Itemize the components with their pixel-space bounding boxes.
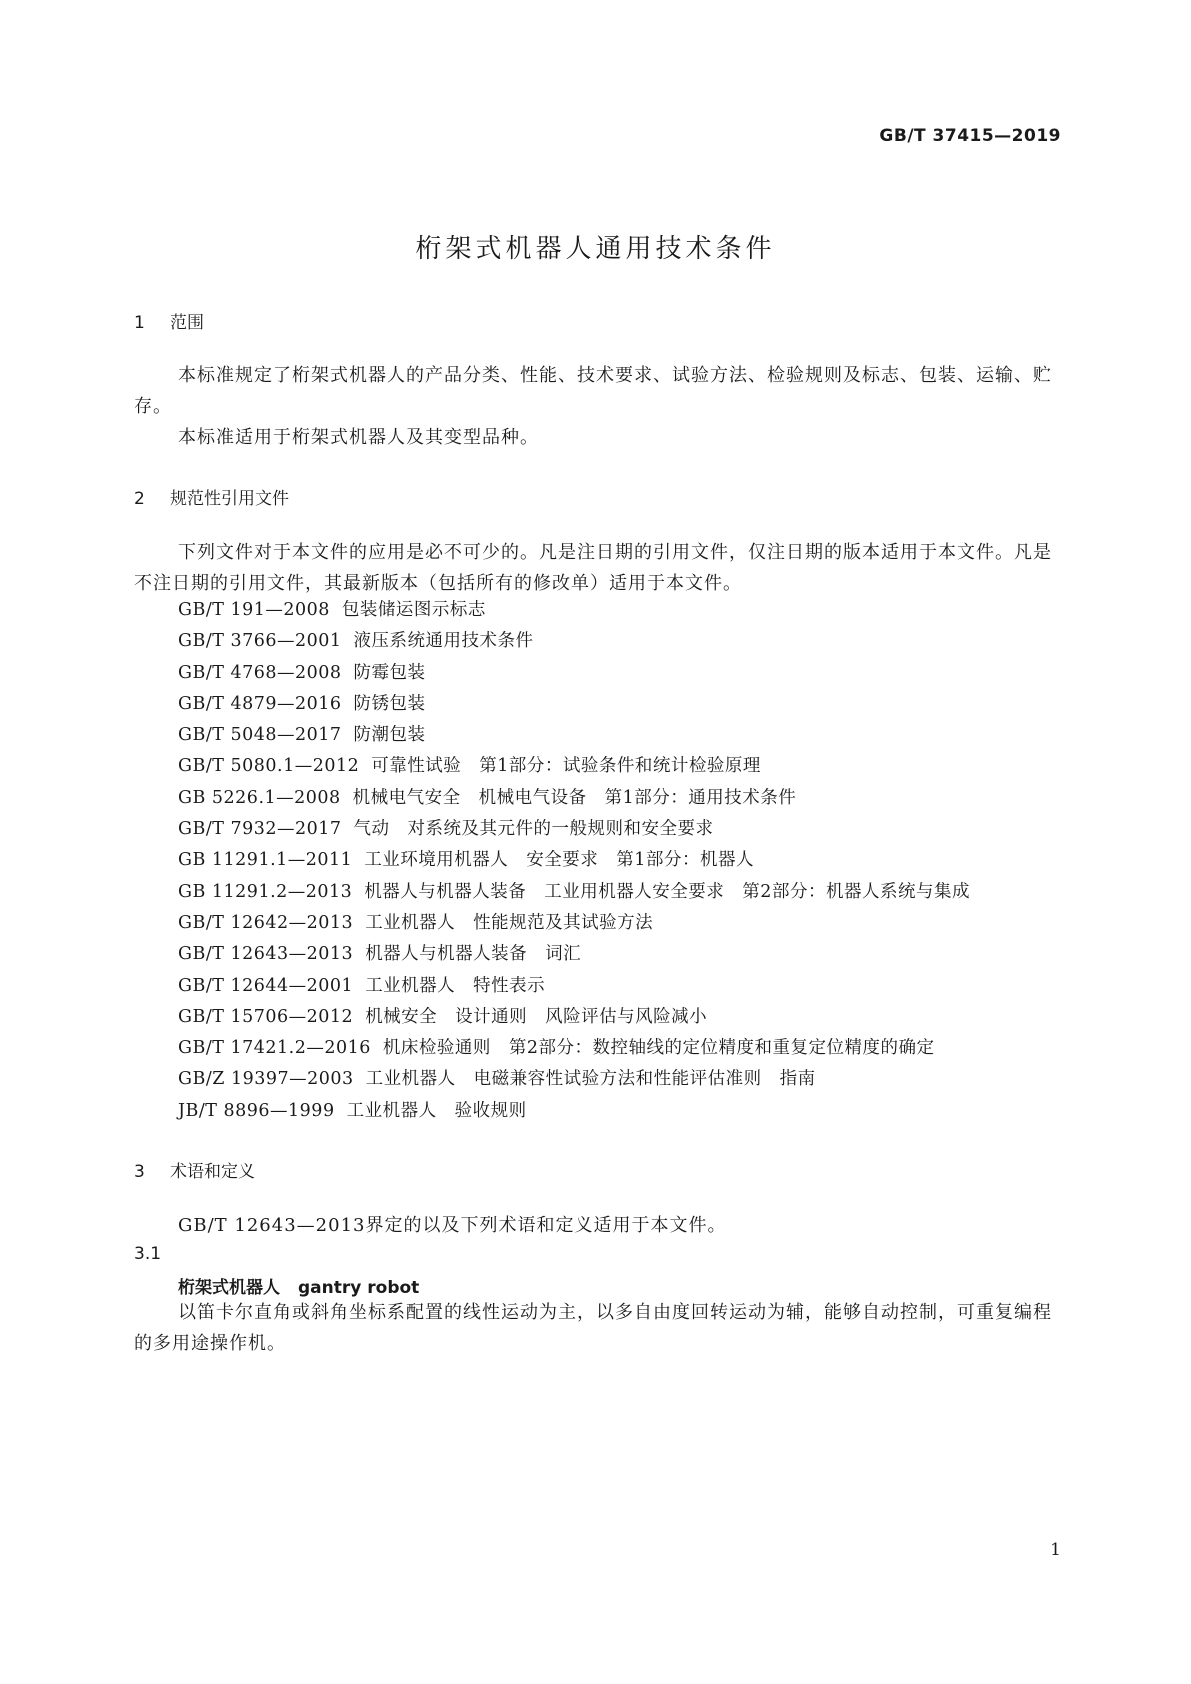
reference-item [134, 877, 1056, 908]
section-title: 规范性引用文件 [170, 489, 289, 509]
reference-code: GB 5226.1—2008 [178, 787, 341, 808]
reference-item [134, 1096, 1056, 1127]
reference-item [134, 751, 1056, 782]
term-english: gantry robot [298, 1278, 420, 1298]
reference-item [134, 814, 1056, 845]
reference-code: GB/T 4768—2008 [178, 662, 342, 683]
normative-intro-paragraph: 下列文件对于本文件的应用是必不可少的。凡是注日期的引用文件，仅注日期的版本适用于本文件。凡是不注日期的引用文件，其最新版本（包括所有的修改单）适用于本文件。 [134, 542, 1052, 594]
reference-code: GB/Z 19397—2003 [178, 1069, 354, 1090]
reference-item [134, 939, 1056, 970]
reference-code: GB/T 17421.2—2016 [178, 1038, 371, 1059]
reference-code: GB/T 5080.1—2012 [178, 756, 360, 777]
reference-title: 防潮包装 [353, 725, 426, 746]
page-number: 1 [1050, 1540, 1061, 1560]
reference-item [134, 626, 1056, 657]
reference-title: 气动 对系统及其元件的一般规则和安全要求 [353, 819, 714, 840]
reference-title: 机床检验通则 第2部分：数控轴线的定位精度和重复定位精度的确定 [382, 1038, 935, 1059]
scope-paragraph-2: 本标准适用于桁架式机器人及其变型品种。 [178, 427, 539, 448]
terms-intro-paragraph: GB/T 12643—2013界定的以及下列术语和定义适用于本文件。 [178, 1215, 727, 1236]
term-heading [178, 1273, 419, 1298]
section-number: 1 [134, 313, 145, 333]
reference-code: GB/T 15706—2012 [178, 1006, 354, 1027]
term-number: 3.1 [134, 1244, 162, 1264]
term-chinese: 桁架式机器人 [178, 1278, 280, 1298]
reference-item [134, 783, 1056, 814]
reference-code: GB/T 3766—2001 [178, 631, 342, 652]
reference-code: GB/T 12644—2001 [178, 975, 354, 996]
reference-title: 可靠性试验 第1部分：试验条件和统计检验原理 [371, 756, 761, 777]
reference-title: 防霉包装 [353, 662, 426, 683]
reference-title: 机器人与机器人装备 工业用机器人安全要求 第2部分：机器人系统与集成 [364, 881, 970, 902]
scope-paragraph-1: 本标准规定了桁架式机器人的产品分类、性能、技术要求、试验方法、检验规则及标志、包装、运输、贮存。 [134, 365, 1052, 417]
reference-code: JB/T 8896—1999 [178, 1100, 335, 1121]
reference-title: 机械电气安全 机械电气设备 第1部分：通用技术条件 [352, 787, 797, 808]
reference-title: 液压系统通用技术条件 [353, 631, 534, 652]
section-number: 3 [134, 1162, 145, 1182]
section-heading-normative-references [134, 484, 289, 509]
reference-item [134, 908, 1056, 939]
document-title: 桁架式机器人通用技术条件 [415, 234, 776, 264]
reference-code: GB 11291.2—2013 [178, 881, 353, 902]
reference-title: 工业机器人 电磁兼容性试验方法和性能评估准则 指南 [365, 1069, 816, 1090]
reference-title: 工业机器人 验收规则 [346, 1100, 527, 1121]
reference-item [134, 1002, 1056, 1033]
reference-item [134, 720, 1056, 751]
section-title: 术语和定义 [170, 1162, 255, 1182]
section-heading-scope [134, 308, 204, 333]
reference-item [134, 845, 1056, 876]
reference-title: 机械安全 设计通则 风险评估与风险减小 [365, 1006, 708, 1027]
reference-code: GB/T 12642—2013 [178, 912, 354, 933]
section-heading-terms-definitions [134, 1157, 255, 1182]
reference-code: GB/T 5048—2017 [178, 725, 342, 746]
reference-title: 机器人与机器人装备 词汇 [365, 944, 582, 965]
reference-code: GB/T 7932—2017 [178, 819, 342, 840]
standard-code: GB/T 37415—2019 [879, 126, 1061, 146]
reference-title: 包装储运图示标志 [341, 600, 486, 620]
reference-title: 工业环境用机器人 安全要求 第1部分：机器人 [364, 850, 754, 871]
reference-item [134, 1064, 1056, 1095]
reference-item [134, 658, 1056, 689]
reference-code: GB 11291.1—2011 [178, 850, 353, 871]
reference-code: GB/T 4879—2016 [178, 693, 342, 714]
term-definition: 以笛卡尔直角或斜角坐标系配置的线性运动为主，以多自由度回转运动为辅，能够自动控制，可重复编程的多用途操作机。 [134, 1302, 1052, 1354]
reference-code: GB/T 191—2008 [178, 600, 330, 620]
reference-code: GB/T 12643—2013 [178, 944, 354, 965]
section-title: 范围 [170, 313, 204, 333]
reference-item [134, 689, 1056, 720]
reference-title: 工业机器人 特性表示 [365, 975, 546, 996]
reference-list [134, 595, 1056, 1127]
reference-item [134, 1033, 1056, 1064]
reference-item [134, 595, 1056, 626]
reference-title: 工业机器人 性能规范及其试验方法 [365, 912, 654, 933]
reference-title: 防锈包装 [353, 693, 426, 714]
reference-item [134, 971, 1056, 1002]
section-number: 2 [134, 489, 145, 509]
